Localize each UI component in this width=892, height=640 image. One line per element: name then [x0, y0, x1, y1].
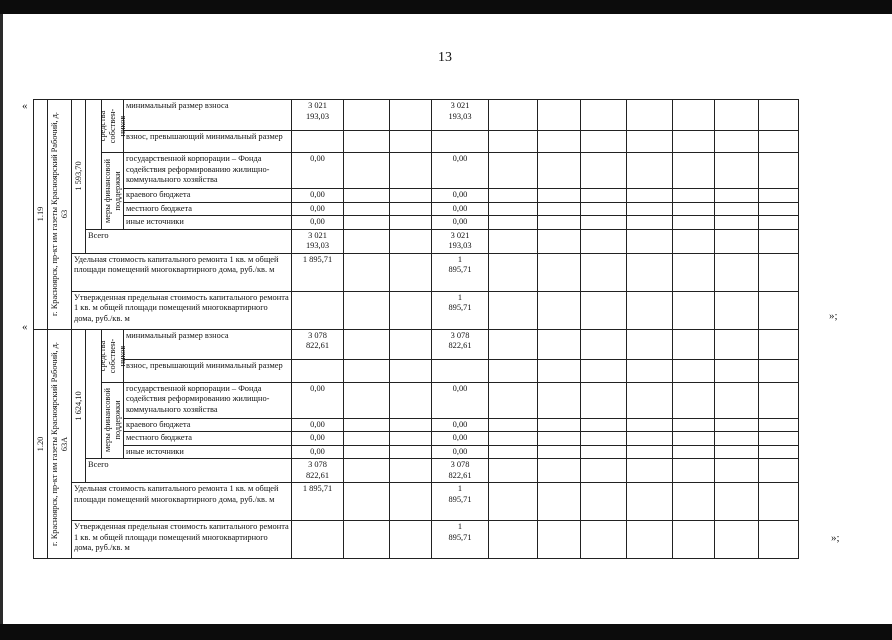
- open-quote-1: «: [22, 100, 28, 112]
- scan-border-top: [0, 0, 892, 14]
- total-cell: 1 895,71: [432, 521, 489, 559]
- row-label: взнос, превышающий минимальный размер: [124, 130, 292, 152]
- table-row: [34, 445, 799, 459]
- total-cell: 1 895,71: [432, 483, 489, 521]
- area-value: 1 624,10: [73, 391, 83, 421]
- scan-border-bottom: [0, 624, 892, 640]
- table-row: [34, 189, 799, 203]
- table-row: [34, 483, 799, 521]
- row-index: 1.20: [35, 436, 45, 452]
- total-cell: 0,00: [432, 418, 489, 432]
- cost-cell: 3 021 193,03: [292, 229, 344, 253]
- table-row: [34, 153, 799, 189]
- cost-cell: 0,00: [292, 432, 344, 446]
- row-label: взнос, превышающий минимальный размер: [124, 360, 292, 382]
- close-marker-2: »;: [831, 532, 840, 544]
- row-label: минимальный размер взноса: [124, 329, 292, 360]
- table-row: [34, 216, 799, 230]
- total-cell: 1 895,71: [432, 253, 489, 291]
- cost-cell: 0,00: [292, 382, 344, 418]
- group-support-cell: [102, 153, 124, 230]
- row-label: местного бюджета: [124, 202, 292, 216]
- capital-repair-table: [33, 99, 799, 559]
- address-cell: [48, 100, 72, 330]
- row-label: Утвержденная предельная стоимость капитального ремонта 1 кв. м общей площади помещений многоквартирного дома, руб./кв. м: [72, 291, 292, 329]
- row-index-cell: [34, 329, 48, 559]
- row-index: 1.19: [35, 206, 45, 222]
- row-label: краевого бюджета: [124, 189, 292, 203]
- group-owners-label: средства собствен-ников: [97, 108, 127, 144]
- cost-cell: 0,00: [292, 189, 344, 203]
- row-label: иные источники: [124, 216, 292, 230]
- table-row: [34, 329, 799, 360]
- total-cell: 3 078 822,61: [432, 459, 489, 483]
- table-row: [34, 253, 799, 291]
- row-label: Всего: [86, 459, 292, 483]
- area-cell: [72, 329, 86, 483]
- row-label: государственной корпорации – Фонда содействия реформированию жилищно-коммунального хозяйства: [124, 153, 292, 189]
- group-support-label: меры финансовой поддержки: [102, 158, 122, 223]
- group-owners-cell: [97, 100, 127, 153]
- address: г. Красноярск, пр-кт им газеты Красноярский Рабочий, д. 63: [49, 112, 69, 317]
- table-row: [34, 130, 799, 152]
- close-marker-1: »;: [829, 310, 838, 322]
- cost-cell: 3 078 822,61: [292, 459, 344, 483]
- cost-cell: 0,00: [292, 202, 344, 216]
- total-cell: 0,00: [432, 202, 489, 216]
- cost-cell: 0,00: [292, 153, 344, 189]
- cost-cell: 0,00: [292, 445, 344, 459]
- total-cell: 1 895,71: [432, 291, 489, 329]
- cost-cell: 1 895,71: [292, 253, 344, 291]
- total-cell: 3 021 193,03: [432, 100, 489, 131]
- area-value: 1 593,70: [73, 161, 83, 191]
- table-row: [34, 459, 799, 483]
- row-label: минимальный размер взноса: [124, 100, 292, 131]
- total-cell: 0,00: [432, 189, 489, 203]
- address-cell: [48, 329, 72, 559]
- table-row: [34, 360, 799, 382]
- table-row: [34, 418, 799, 432]
- table-row: [34, 202, 799, 216]
- group-support-label: меры финансовой поддержки: [102, 388, 122, 453]
- row-label: местного бюджета: [124, 432, 292, 446]
- total-cell: 0,00: [432, 382, 489, 418]
- total-cell: 3 078 822,61: [432, 329, 489, 360]
- cost-cell: 0,00: [292, 216, 344, 230]
- total-cell: 0,00: [432, 432, 489, 446]
- total-cell: 0,00: [432, 153, 489, 189]
- page-number: 13: [438, 50, 452, 65]
- row-label: иные источники: [124, 445, 292, 459]
- open-quote-2: «: [22, 321, 28, 333]
- cost-cell: 1 895,71: [292, 483, 344, 521]
- cost-cell: 3 021 193,03: [292, 100, 344, 131]
- table-row: [34, 291, 799, 329]
- row-label: Удельная стоимость капитального ремонта 1 кв. м общей площади помещений многоквартирного дома, руб./кв. м: [72, 253, 292, 291]
- table-row: [34, 229, 799, 253]
- group-support-cell: [102, 382, 124, 459]
- group-owners-cell: [97, 329, 127, 382]
- table-row: [34, 382, 799, 418]
- total-cell: 0,00: [432, 445, 489, 459]
- table-row: [34, 100, 799, 131]
- row-label: государственной корпорации – Фонда содействия реформированию жилищно-коммунального хозяйства: [124, 382, 292, 418]
- row-label: Удельная стоимость капитального ремонта 1 кв. м общей площади помещений многоквартирного дома, руб./кв. м: [72, 483, 292, 521]
- group-owners-label: средства собствен-ников: [97, 338, 127, 373]
- table-row: [34, 521, 799, 559]
- cost-cell: 3 078 822,61: [292, 329, 344, 360]
- total-cell: 3 021 193,03: [432, 229, 489, 253]
- table-row: [34, 432, 799, 446]
- row-label: Всего: [86, 229, 292, 253]
- cost-cell: 0,00: [292, 418, 344, 432]
- row-index-cell: [34, 100, 48, 330]
- address: г. Красноярск, пр-кт им газеты Красноярский Рабочий, д. 63А: [49, 341, 69, 546]
- row-label: краевого бюджета: [124, 418, 292, 432]
- scan-border-left: [0, 14, 3, 624]
- area-cell: [72, 100, 86, 254]
- total-cell: 0,00: [432, 216, 489, 230]
- row-label: Утвержденная предельная стоимость капитального ремонта 1 кв. м общей площади помещений многоквартирного дома, руб./кв. м: [72, 521, 292, 559]
